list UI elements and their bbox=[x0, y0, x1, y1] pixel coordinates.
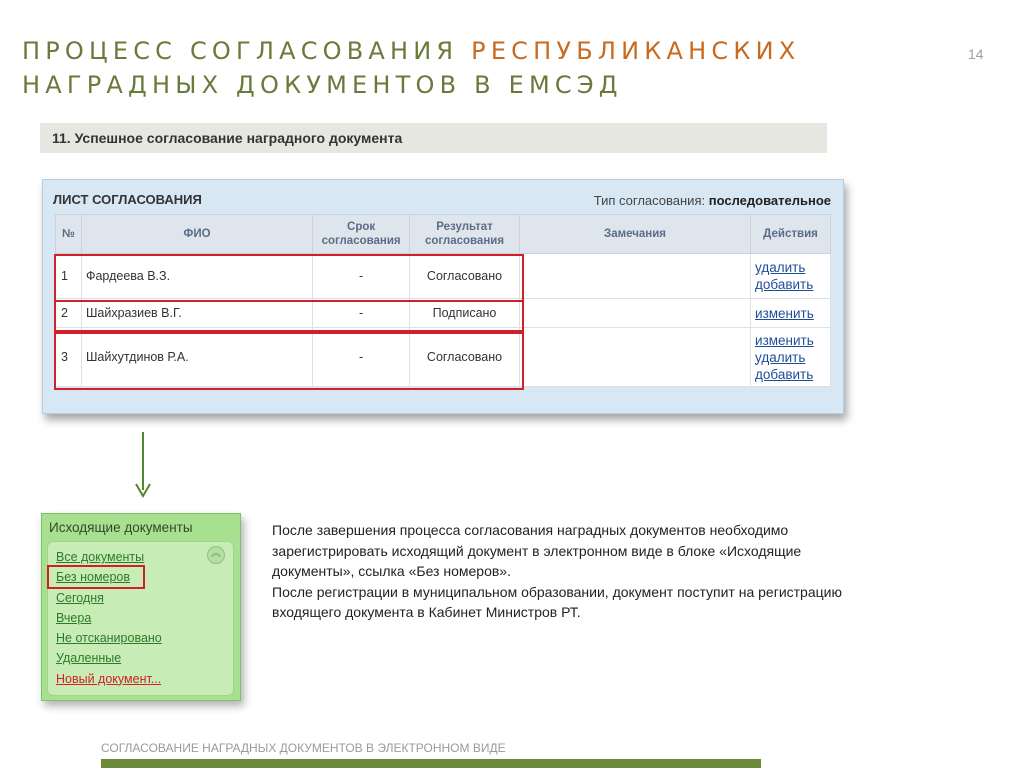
add-link[interactable]: добавить bbox=[755, 277, 814, 292]
title-text-end: НАГРАДНЫХ ДОКУМЕНТОВ В ЕМСЭД bbox=[22, 71, 623, 99]
arrow-down-icon bbox=[135, 482, 151, 498]
approval-type-value: последовательное bbox=[708, 193, 831, 208]
col-result bbox=[410, 215, 520, 254]
chevron-up-icon[interactable]: ︽ bbox=[207, 546, 225, 564]
link-not-scanned[interactable]: Не отсканировано bbox=[56, 631, 162, 646]
row-result: Согласовано bbox=[410, 254, 520, 299]
footer-bar bbox=[101, 759, 761, 768]
table-header bbox=[56, 215, 831, 254]
row-result: Согласовано bbox=[410, 328, 520, 387]
description-paragraph-1: После завершения процесса согласования наградных документов необходимо зарегистрировать исходящий документ в электронном виде в блоке «Исходящие документы», ссылка «Без номеров». bbox=[272, 522, 802, 579]
highlight-without-numbers bbox=[47, 565, 145, 589]
row-fio: Фардеева В.З. bbox=[81, 254, 312, 299]
row-remarks bbox=[519, 299, 750, 328]
row-actions bbox=[751, 328, 831, 387]
highlight-row-3 bbox=[54, 332, 524, 390]
approval-type bbox=[594, 193, 831, 208]
col-result-line1: Результат bbox=[436, 221, 493, 233]
row-result: Подписано bbox=[410, 299, 520, 328]
row-deadline: - bbox=[313, 328, 410, 387]
row-remarks bbox=[519, 328, 750, 387]
row-actions bbox=[751, 299, 831, 328]
delete-link[interactable]: удалить bbox=[755, 349, 806, 365]
outgoing-documents-panel bbox=[41, 513, 241, 701]
col-deadline-line1: Срок bbox=[347, 221, 376, 233]
row-num: 1 bbox=[56, 254, 82, 299]
col-actions: Действия bbox=[751, 215, 831, 254]
link-yesterday[interactable]: Вчера bbox=[56, 610, 92, 625]
col-deadline-line2: согласования bbox=[321, 235, 401, 247]
row-deadline: - bbox=[313, 299, 410, 328]
footer-text: СОГЛАСОВАНИЕ НАГРАДНЫХ ДОКУМЕНТОВ В ЭЛЕКТРОННОМ ВИДЕ bbox=[101, 741, 506, 755]
description-paragraph-2: После регистрации в муниципальном образовании, документ поступит на регистрацию входящего документа в Кабинет Министров РТ. bbox=[272, 583, 842, 620]
link-deleted[interactable]: Удаленные bbox=[56, 651, 122, 666]
edit-link[interactable]: изменить bbox=[755, 305, 814, 321]
edit-link[interactable]: изменить bbox=[755, 332, 814, 348]
description-text bbox=[272, 520, 872, 623]
row-remarks bbox=[519, 254, 750, 299]
col-fio: ФИО bbox=[81, 215, 312, 254]
title-text: ПРОЦЕСС СОГЛАСОВАНИЯ bbox=[22, 37, 472, 65]
link-new-document[interactable]: Новый документ... bbox=[56, 671, 162, 686]
delete-link[interactable]: удалить bbox=[755, 260, 806, 275]
link-all-documents[interactable]: Все документы bbox=[56, 550, 145, 564]
approval-type-label: Тип согласования: bbox=[593, 193, 709, 208]
row-fio: Шайхразиев В.Г. bbox=[81, 299, 312, 328]
col-num: № bbox=[56, 215, 82, 254]
highlight-row-2 bbox=[54, 300, 524, 332]
row-num: 2 bbox=[56, 299, 82, 328]
step-heading: 11. Успешное согласование наградного документа bbox=[40, 123, 827, 153]
page-number: 14 bbox=[968, 46, 984, 62]
add-link[interactable]: добавить bbox=[755, 366, 814, 382]
col-deadline bbox=[313, 215, 410, 254]
highlight-row-1 bbox=[54, 254, 524, 302]
row-actions bbox=[751, 254, 831, 299]
title-accent-text: РЕСПУБЛИКАНСКИХ bbox=[471, 37, 801, 65]
approval-sheet-title: ЛИСТ СОГЛАСОВАНИЯ bbox=[53, 192, 202, 207]
slide-title bbox=[22, 34, 962, 102]
link-today[interactable]: Сегодня bbox=[56, 590, 104, 605]
row-num: 3 bbox=[56, 328, 82, 387]
row-deadline: - bbox=[313, 254, 410, 299]
col-remarks: Замечания bbox=[519, 215, 750, 254]
link-without-numbers[interactable]: Без номеров bbox=[56, 570, 131, 585]
row-fio: Шайхутдинов Р.А. bbox=[81, 328, 312, 387]
col-result-line2: согласования bbox=[424, 235, 505, 247]
outgoing-documents-title: Исходящие документы bbox=[49, 520, 193, 535]
